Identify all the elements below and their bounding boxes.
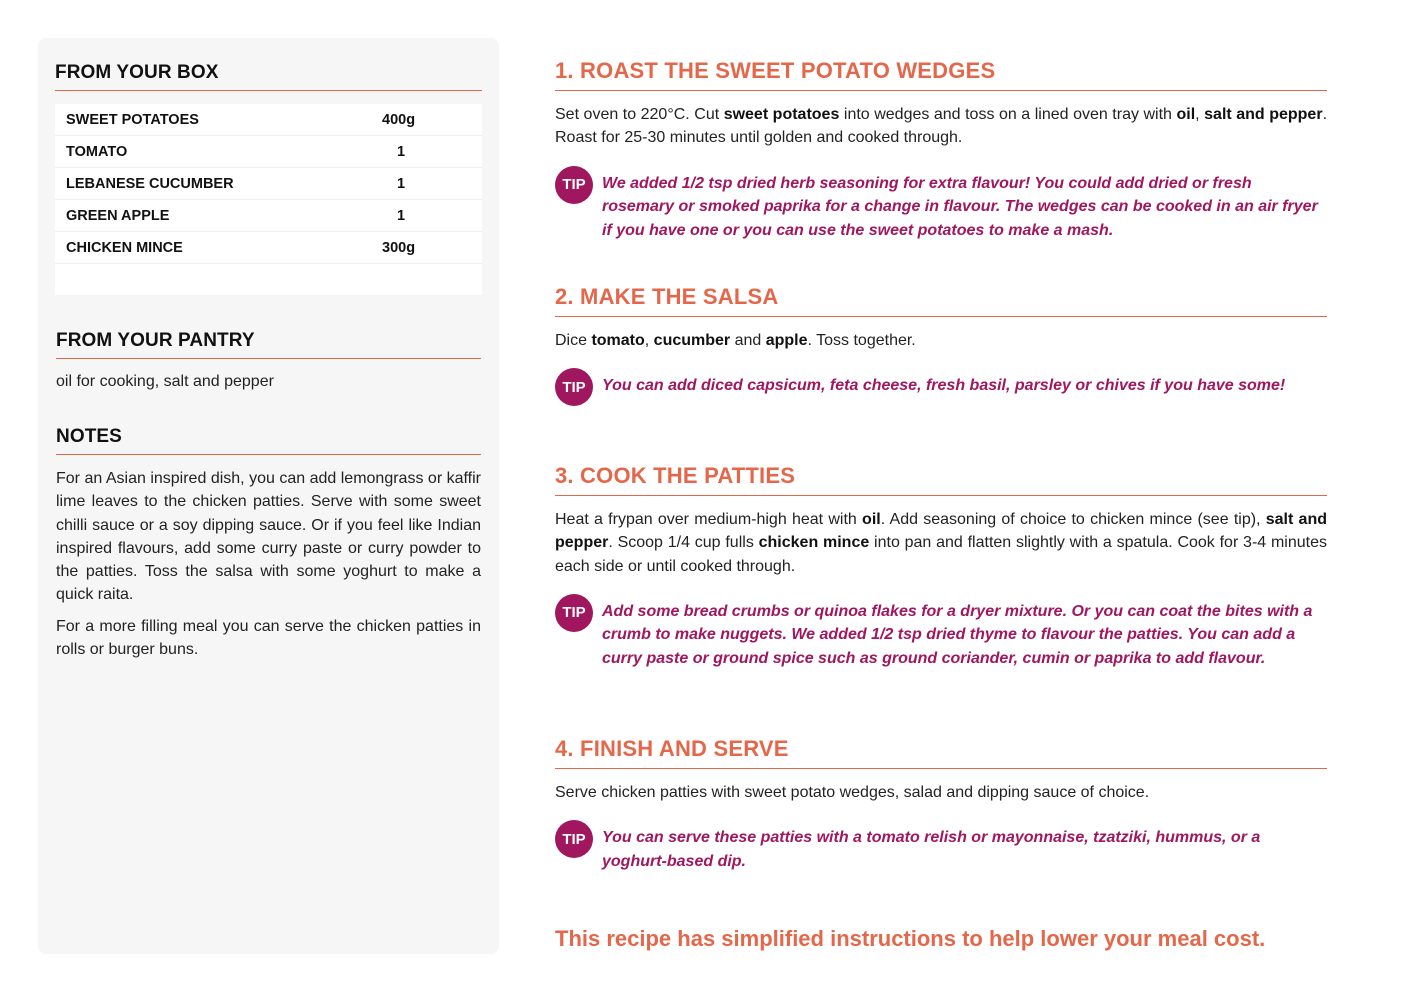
tip-text: Add some bread crumbs or quinoa flakes for a dryer mixture. Or you can coat the bites with a crumb to make nuggets. We added 1/2 tsp dried thyme to flavour the patties. You can add a curry paste or ground spice such as ground coriander, cumin or paprika to add flavour. <box>602 602 1313 667</box>
tip-text: You can add diced capsicum, feta cheese, fresh basil, parsley or chives if you have some! <box>602 377 1286 395</box>
from-your-box-heading: FROM YOUR BOX <box>55 62 482 91</box>
step-4 <box>555 736 1327 873</box>
bold-ingredient: apple <box>765 332 808 349</box>
bold-ingredient: chicken mince <box>758 534 870 552</box>
step-body: Serve chicken patties with sweet potato wedges, salad and dipping sauce of choice. <box>555 784 1150 801</box>
bold-ingredient: salt and pepper <box>555 511 1328 552</box>
tip <box>555 374 1327 406</box>
step-title: 3. COOK THE PATTIES <box>555 463 1327 496</box>
ingredient-qty: 1 <box>397 207 406 224</box>
notes-paragraph: For an Asian inspired dish, you can add lemongrass or kaffir lime leaves to the chicken patties. Serve with some sweet chilli sauce or a soy dipping sauce. Or if you feel like Indian inspired flavours, add some curry paste or curry powder to the patties. Toss the salsa with some yoghurt to make a quick raita. <box>56 470 481 604</box>
table-row <box>55 232 482 264</box>
step-title: 1. ROAST THE SWEET POTATO WEDGES <box>555 58 1327 91</box>
ingredient-qty: 300g <box>382 239 416 256</box>
bold-ingredient: sweet potatoes <box>723 106 840 123</box>
ingredient-name: TOMATO <box>66 143 128 160</box>
ingredients-panel <box>38 38 499 954</box>
tip-badge: TIP <box>555 166 593 204</box>
bold-ingredient: tomato <box>591 332 645 349</box>
table-row <box>55 104 482 136</box>
tip-badge: TIP <box>555 368 593 406</box>
ingredient-name: CHICKEN MINCE <box>66 239 183 256</box>
step-1 <box>555 58 1327 242</box>
step-title: 2. MAKE THE SALSA <box>555 284 1327 317</box>
pantry-text: oil for cooking, salt and pepper <box>56 373 274 390</box>
tip-badge: TIP <box>555 820 593 858</box>
bold-ingredient: cucumber <box>653 332 731 349</box>
step-body: Dice tomato, cucumber and apple. Toss together. <box>555 332 916 349</box>
table-row <box>55 168 482 200</box>
notes-paragraph: For a more filling meal you can serve the chicken patties in rolls or burger buns. <box>56 617 481 659</box>
bold-ingredient: salt and pepper <box>1204 106 1323 123</box>
ingredient-name: SWEET POTATOES <box>66 111 199 128</box>
ingredient-qty: 400g <box>382 111 416 128</box>
tip <box>555 172 1327 243</box>
step-2 <box>555 284 1327 406</box>
step-body: Set oven to 220°C. Cut sweet potatoes into wedges and toss on a lined oven tray with oil, salt and pepper. Roast for 25-30 minutes until golden and cooked through. <box>555 106 1328 147</box>
footer-note: This recipe has simplified instructions to help lower your meal cost. <box>555 926 1266 951</box>
tip <box>555 600 1327 671</box>
tip-text: You can serve these patties with a tomato relish or mayonnaise, tzatziki, hummus, or a yoghurt-based dip. <box>602 829 1261 870</box>
bold-ingredient: oil <box>1176 106 1196 123</box>
notes-text <box>56 467 481 669</box>
step-title: 4. FINISH AND SERVE <box>555 736 1327 769</box>
step-body: Heat a frypan over medium-high heat with oil. Add seasoning of choice to chicken mince (see tip), salt and pepper. Scoop 1/4 cup fulls chicken mince into pan and flatten slightly with a spatula. Cook for 3-4 minutes each side or until cooked through. <box>555 511 1328 575</box>
tip <box>555 826 1327 873</box>
tip-text: We added 1/2 tsp dried herb seasoning for extra flavour! You could add dried or fresh rosemary or smoked paprika for a change in flavour. The wedges can be cooked in an air fryer if you have one or you can use the sweet potatoes to make a mash. <box>602 174 1318 239</box>
tip-badge: TIP <box>555 594 593 632</box>
from-your-pantry-heading: FROM YOUR PANTRY <box>56 330 481 359</box>
ingredient-qty: 1 <box>397 143 406 160</box>
notes-heading: NOTES <box>56 426 481 455</box>
ingredient-qty: 1 <box>397 175 406 192</box>
bold-ingredient: oil <box>862 511 881 528</box>
ingredient-name: GREEN APPLE <box>66 207 170 224</box>
table-row <box>55 200 482 232</box>
step-3 <box>555 463 1327 670</box>
box-ingredients-table <box>55 104 482 295</box>
ingredient-name: LEBANESE CUCUMBER <box>66 175 234 192</box>
table-row <box>55 136 482 168</box>
